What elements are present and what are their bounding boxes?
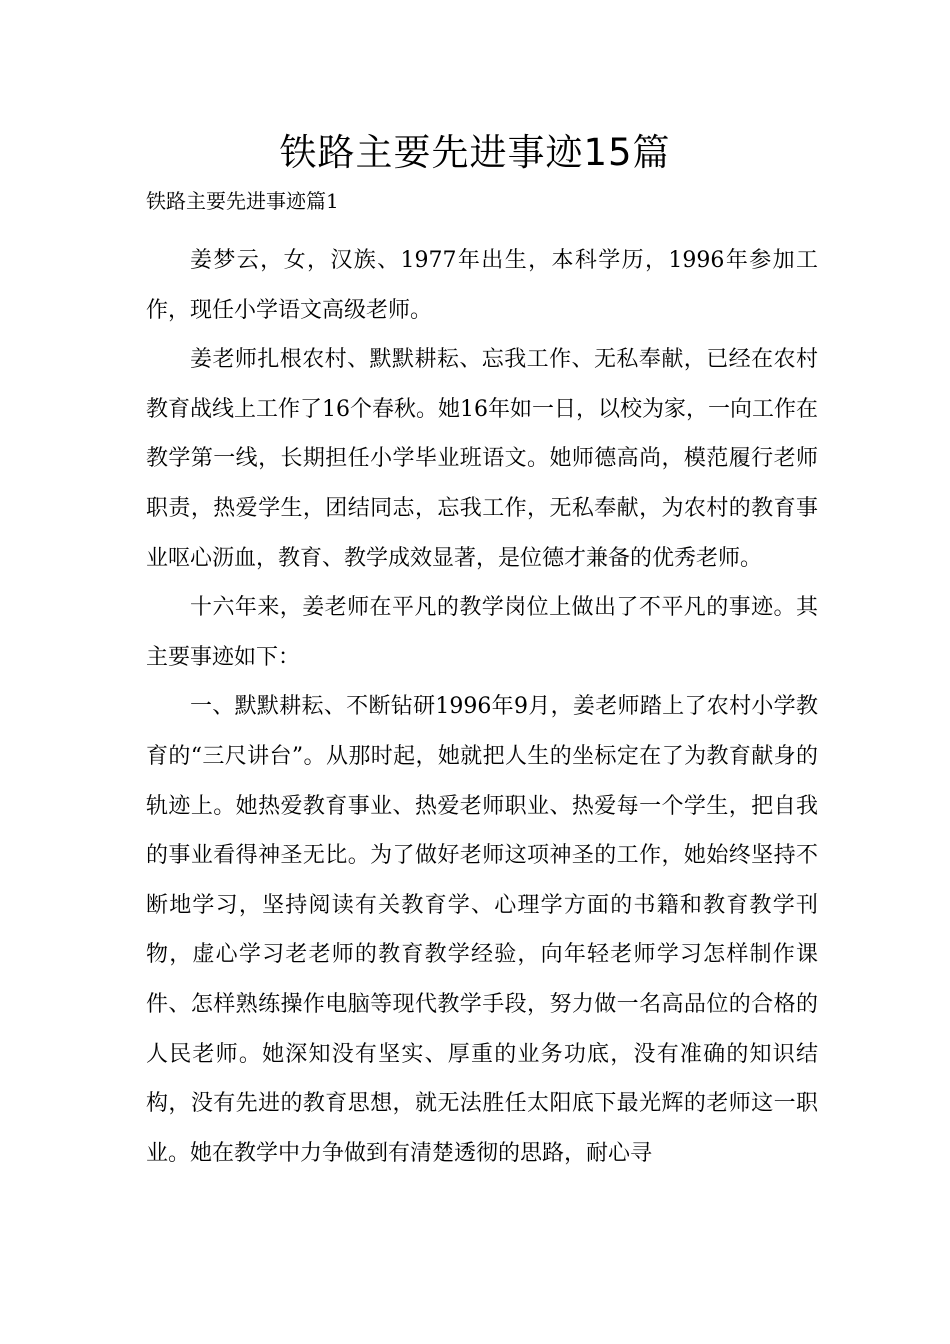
document-body — [146, 236, 818, 1178]
section-heading: 铁路主要先进事迹篇1 — [146, 189, 339, 213]
paragraph: 姜梦云，女，汉族、1977年出生，本科学历，1996年参加工作，现任小学语文高级老师。 — [146, 248, 818, 323]
paragraph: 十六年来，姜老师在平凡的教学岗位上做出了不平凡的事迹。其主要事迹如下： — [146, 595, 818, 670]
paragraph: 一、默默耕耘、不断钻研1996年9月，姜老师踏上了农村小学教育的“三尺讲台”。从那时起，她就把人生的坐标定在了为教育献身的轨迹上。她热爱教育事业、热爱老师职业、热爱每一个学生，把自我的事业看得神圣无比。为了做好老师这项神圣的工作，她始终坚持不断地学习，坚持阅读有关教育学、心理学方面的书籍和教育教学刊物，虚心学习老老师的教育教学经验，向年轻老师学习怎样制作课件、怎样熟练操作电脑等现代教学手段，努力做一名高品位的合格的人民老师。她深知没有坚实、厚重的业务功底，没有准确的知识结构，没有先进的教育思想，就无法胜任太阳底下最光辉的老师这一职业。她在教学中力争做到有清楚透彻的思路，耐心寻 — [146, 694, 818, 1166]
document-title: 铁路主要先进事迹15篇 — [279, 131, 671, 174]
paragraph: 姜老师扎根农村、默默耕耘、忘我工作、无私奉献，已经在农村教育战线上工作了16个春秋。她16年如一日，以校为家，一向工作在教学第一线，长期担任小学毕业班语文。她师德高尚，模范履行老师职责，热爱学生，团结同志，忘我工作，无私奉献，为农村的教育事业呕心沥血，教育、教学成效显著，是位德才兼备的优秀老师。 — [146, 347, 818, 571]
